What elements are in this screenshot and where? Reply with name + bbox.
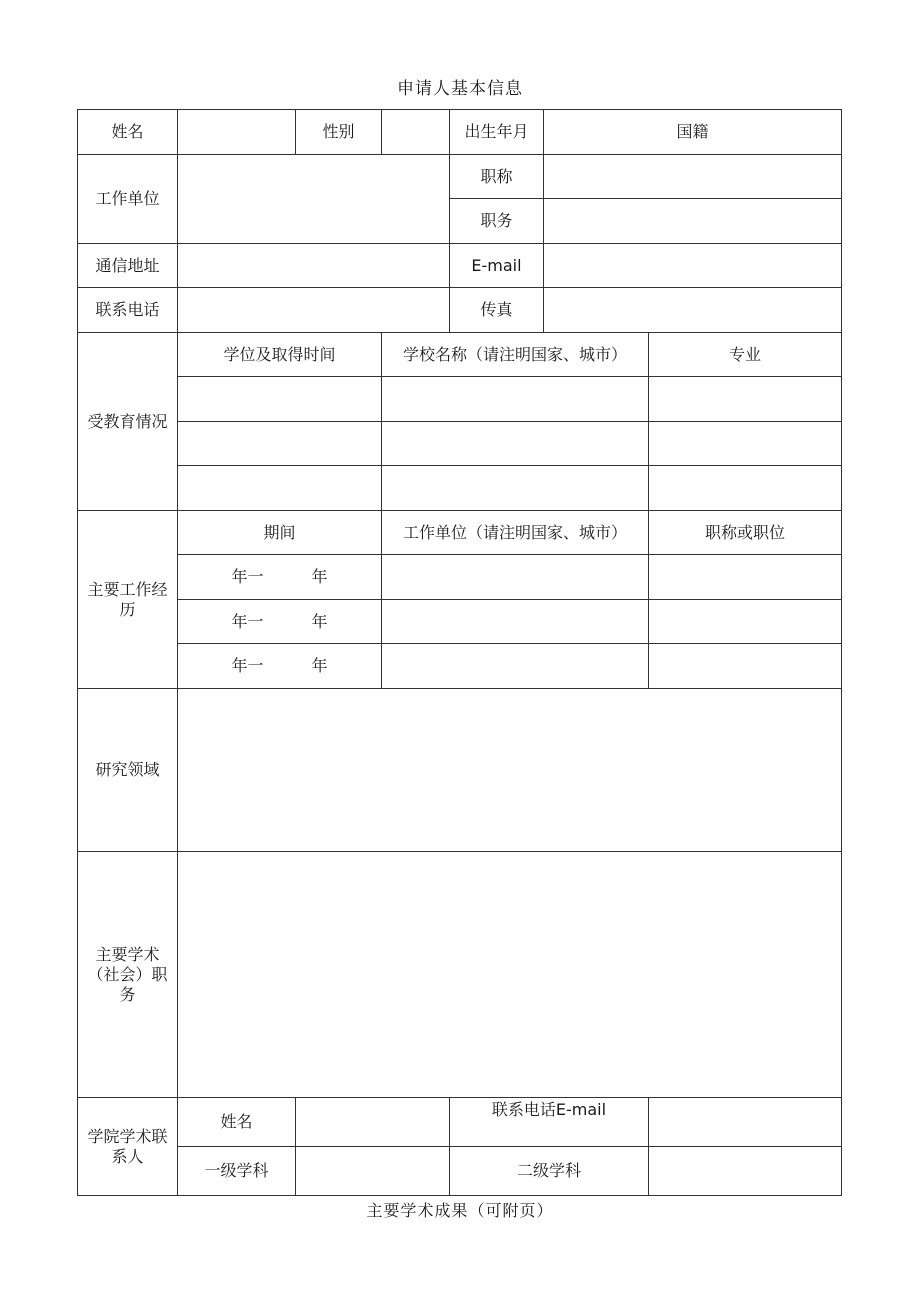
birth-label: 出生年月: [450, 110, 544, 155]
period-start: 年一: [231, 611, 264, 631]
education-major-cell[interactable]: [649, 377, 842, 422]
contact-phone-email-label: 联系电话E-mail: [450, 1098, 649, 1147]
workplace-field[interactable]: [178, 155, 450, 244]
work-unit-cell[interactable]: [382, 600, 649, 644]
work-period-cell[interactable]: [178, 555, 382, 600]
applicant-info-table: [77, 109, 842, 1196]
address-label: 通信地址: [78, 244, 178, 288]
title-label: 职称: [450, 155, 544, 199]
work-header-title: 职称或职位: [649, 511, 842, 555]
address-field[interactable]: [178, 244, 450, 288]
education-school-cell[interactable]: [382, 422, 649, 466]
education-degree-cell[interactable]: [178, 422, 382, 466]
research-label: 研究领域: [78, 689, 178, 852]
nationality-label: 国籍: [544, 110, 842, 155]
education-major-cell[interactable]: [649, 466, 842, 511]
education-school-cell[interactable]: [382, 377, 649, 422]
education-school-cell[interactable]: [382, 466, 649, 511]
period-start: 年一: [231, 567, 264, 586]
page-title: 申请人基本信息: [397, 79, 523, 99]
education-degree-cell[interactable]: [178, 377, 382, 422]
contact-phone-email-field[interactable]: [649, 1098, 842, 1147]
work-title-cell[interactable]: [649, 600, 842, 644]
gender-label: 性别: [296, 110, 382, 155]
email-label: E-mail: [450, 244, 544, 288]
contact-name-field[interactable]: [296, 1098, 450, 1147]
work-label: 主要工作经历: [78, 511, 178, 689]
work-title-cell[interactable]: [649, 555, 842, 600]
contact-level2-label: 二级学科: [450, 1147, 649, 1196]
work-header-unit: 工作单位（请注明国家、城市）: [382, 511, 649, 555]
contact-level2-field[interactable]: [649, 1147, 842, 1196]
email-field[interactable]: [544, 244, 842, 288]
contact-level1-label: 一级学科: [178, 1147, 296, 1196]
work-unit-cell[interactable]: [382, 644, 649, 689]
title-field[interactable]: [544, 155, 842, 199]
period-end: 年: [311, 656, 328, 675]
education-header-degree: 学位及取得时间: [178, 333, 382, 377]
workplace-label: 工作单位: [78, 155, 178, 244]
work-unit-cell[interactable]: [382, 555, 649, 600]
position-field[interactable]: [544, 199, 842, 244]
academic-label: 主要学术（社会）职务: [78, 852, 178, 1098]
name-field[interactable]: [178, 110, 296, 155]
period-start: 年一: [231, 656, 264, 675]
research-field[interactable]: [178, 689, 842, 852]
education-degree-cell[interactable]: [178, 466, 382, 511]
contact-level1-field[interactable]: [296, 1147, 450, 1196]
period-end: 年: [311, 611, 328, 631]
contact-name-label: 姓名: [178, 1098, 296, 1147]
contact-label: 学院学术联系人: [78, 1098, 178, 1196]
work-period-cell[interactable]: [178, 600, 382, 644]
position-label: 职务: [450, 199, 544, 244]
name-label: 姓名: [78, 110, 178, 155]
footer-note: 主要学术成果（可附页）: [366, 1201, 554, 1220]
phone-label: 联系电话: [78, 288, 178, 333]
work-title-cell[interactable]: [649, 644, 842, 689]
fax-label: 传真: [450, 288, 544, 333]
work-period-cell[interactable]: [178, 644, 382, 689]
education-label: 受教育情况: [78, 333, 178, 511]
fax-field[interactable]: [544, 288, 842, 333]
work-header-period: 期间: [178, 511, 382, 555]
period-end: 年: [311, 567, 328, 586]
education-header-school: 学校名称（请注明国家、城市）: [382, 333, 649, 377]
phone-field[interactable]: [178, 288, 450, 333]
academic-field[interactable]: [178, 852, 842, 1098]
education-major-cell[interactable]: [649, 422, 842, 466]
education-header-major: 专业: [649, 333, 842, 377]
gender-field[interactable]: [382, 110, 450, 155]
